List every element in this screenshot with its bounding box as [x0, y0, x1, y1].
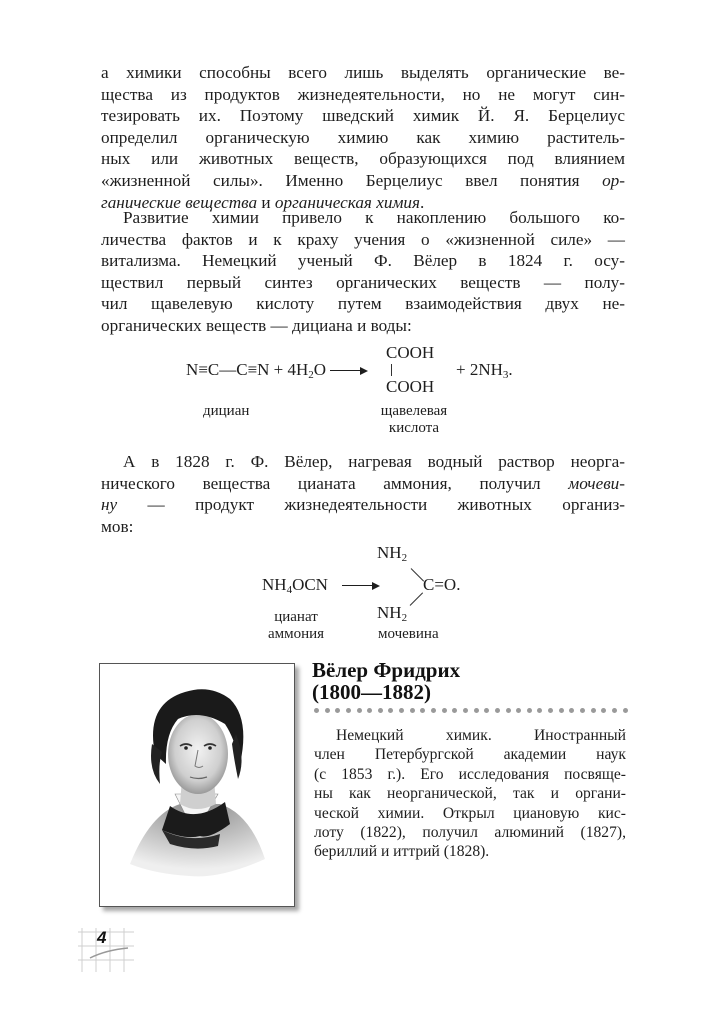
- subscript: 4: [286, 584, 293, 596]
- italic-term: ганические вещества: [101, 192, 258, 212]
- label-line: аммония: [267, 626, 325, 642]
- biography-years: (1800—1882): [312, 680, 431, 704]
- text-line: Немецкий химик. Иностранный: [336, 727, 626, 744]
- text-line: бериллий и иттрий (1828).: [314, 843, 490, 861]
- dotted-divider: [314, 708, 628, 714]
- text-line: ных или животных веществ, образующихся под влиянием: [101, 149, 625, 169]
- portrait-frame: [99, 663, 295, 907]
- paragraph-vitalism: [101, 207, 625, 337]
- formula-cooh-bottom: COOH: [386, 377, 435, 396]
- text-line: (с 1853 г.). Его исследования посвяще-: [314, 765, 626, 783]
- text-line: [101, 170, 625, 192]
- label-urea: мочевина: [378, 626, 439, 642]
- paragraph-urea: [101, 451, 625, 537]
- paragraph-berzelius: [101, 62, 625, 213]
- subscript: 3: [502, 369, 509, 381]
- formula-dicyan: N≡C—C≡N: [186, 360, 270, 379]
- text-line: щества из продуктов жизнедеятельности, но не могут син-: [101, 84, 625, 104]
- italic-term: ну: [101, 495, 118, 515]
- text-line: органических веществ — дициана и воды:: [101, 315, 412, 335]
- formula-nh: + 2NH: [456, 360, 503, 379]
- formula-ocn: OCN: [292, 575, 328, 594]
- period: .: [508, 360, 513, 379]
- text-line: определил органическую химию как химию раститель-: [101, 127, 625, 147]
- text-line: тезировать их. Поэтому шведский химик Й. Я. Берцелиус: [101, 106, 625, 126]
- text-line: А в 1828 г. Ф. Вёлер, нагревая водный раствор неорга-: [123, 452, 625, 471]
- text-line: Развитие химии привело к накоплению большого ко-: [123, 208, 625, 227]
- text-run: .: [420, 192, 425, 212]
- reaction-arrow-icon: [342, 581, 380, 591]
- label-line: цианат: [274, 609, 318, 625]
- text-line: мов:: [101, 516, 134, 536]
- text-line: ны как неорганической, так и органи-: [314, 785, 626, 803]
- formula-water: + 4H: [273, 360, 309, 379]
- text-line: ческой химии. Открыл циановую кис-: [314, 804, 626, 822]
- reaction-arrow-icon: [330, 366, 368, 376]
- label-oxalic-acid: [369, 403, 459, 437]
- formula-ammonia: [456, 360, 513, 380]
- formula-carbonyl: C=O.: [423, 575, 461, 594]
- italic-term: органическая химия: [274, 192, 420, 212]
- subscript: 2: [401, 612, 408, 624]
- subscript: 2: [401, 552, 408, 564]
- reaction-equation-left: [186, 360, 368, 380]
- bond-line: [410, 592, 423, 605]
- text-run: «жизненной силы». Именно Берцелиус ввел понятия: [101, 170, 603, 190]
- portrait-image: [100, 664, 294, 906]
- text-line: [101, 494, 625, 516]
- text-line: член Петербургской академии наук: [314, 746, 626, 764]
- subscript: 2: [308, 369, 314, 381]
- biography-name: Вёлер Фридрих: [312, 658, 461, 682]
- biography-heading: [312, 659, 460, 703]
- label-line: кислота: [388, 420, 440, 436]
- italic-term: ор-: [602, 170, 625, 190]
- text-run: нического вещества цианата аммония, получил: [101, 473, 569, 493]
- single-bond: [391, 364, 392, 376]
- text-run: — продукт жизнедеятельности животных организ-: [117, 495, 625, 515]
- biography-text: [314, 726, 626, 862]
- text-line: витализма. Немецкий ученый Ф. Вёлер в 1824 г. осу-: [101, 251, 625, 271]
- formula-nh: NH: [262, 575, 287, 594]
- text-line: а химики способны всего лишь выделять органические ве-: [101, 63, 625, 82]
- formula-nh: NH: [377, 603, 402, 622]
- italic-term: мочеви-: [568, 473, 625, 493]
- reaction-arrow: [342, 575, 380, 595]
- formula-nh: NH: [377, 543, 402, 562]
- text-line: ществил первый синтез органических веществ — полу-: [101, 272, 625, 292]
- label-line: щавелевая: [380, 403, 448, 419]
- text-run: и: [257, 192, 275, 212]
- label-ammonium-cyanate: [256, 609, 336, 643]
- formula-amine-top: [377, 543, 407, 563]
- page-number: 4: [97, 928, 107, 947]
- text-line: личества фактов и к краху учения о «жизненной силе» —: [101, 229, 625, 249]
- formula-ammonium-cyanate: [262, 575, 328, 595]
- text-line: [101, 473, 625, 495]
- formula-water-tail: O: [313, 360, 327, 379]
- label-dicyan: дициан: [203, 403, 250, 419]
- text-line: чил щавелевую кислоту путем взаимодействия двух не-: [101, 294, 625, 314]
- formula-cooh-top: COOH: [386, 343, 435, 362]
- text-line: лоту (1822), получил алюминий (1827),: [314, 823, 626, 841]
- formula-amine-bottom: [377, 603, 407, 623]
